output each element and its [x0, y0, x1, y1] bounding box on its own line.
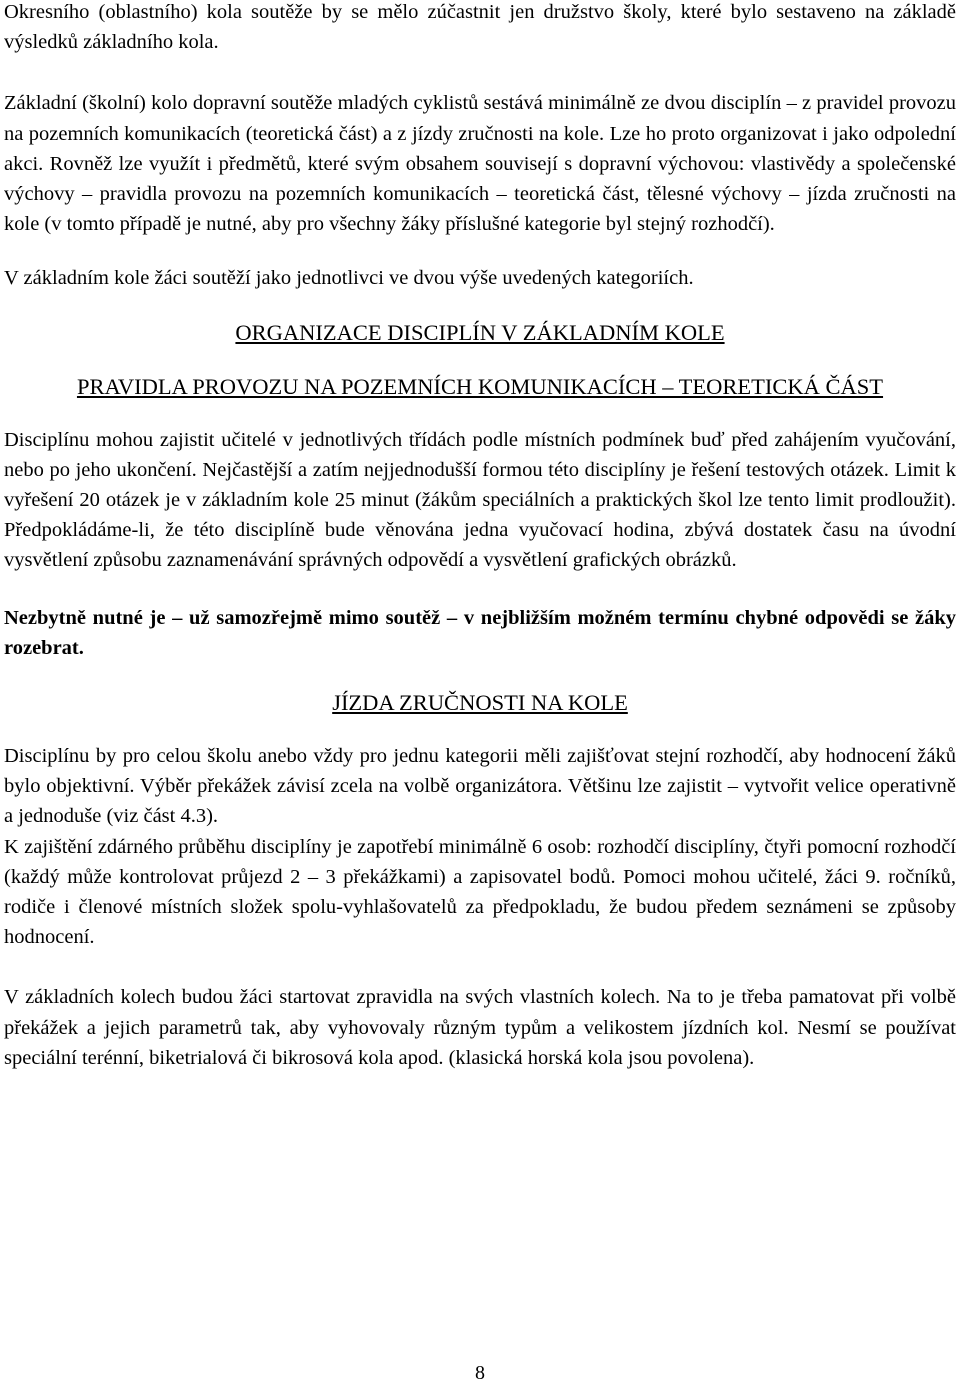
paragraph-teoreticka-cast: Disciplínu mohou zajistit učitelé v jednotlivých třídách podle místních podmínek buď před zahájením vyučování, nebo po jeho ukončení. Nejčastější a zatím nejjednodušší formou této disciplíny je řešení testových otázek. Limit k vyřešení 20 otázek je v základním kole 25 minut (žákům speciálních a praktických škol lze tento limit prodloužit). Předpokládáme-li, že této disciplíně bude věnována jedna vyučovací hodina, zbývá dostatek času na úvodní vysvětlení způsobu zaznamenávání správných odpovědí a vysvětlení grafických obrázků. — [4, 428, 956, 572]
paragraph-zakladni-kolo: Základní (školní) kolo dopravní soutěže mladých cyklistů sestává minimálně ze dvou disciplín – z pravidel provozu na pozemních komunikacích (teoretická část) a z jízdy zručnosti na kole. Lze ho proto organizovat i jako odpolední akci. Rovněž lze využít i předmětů, které svým obsahem souvisejí s dopravní výchovou: vlastivědy a společenské výchovy – pravidla provozu na pozemních komunikacích – teoretická část, tělesné výchovy – jízda zručnosti na kole (v tomto případě je nutné, aby pro všechny žáky příslušné kategorie byl stejný rozhodčí). — [4, 92, 956, 236]
paragraph-rozbor-odpovedi: Nezbytně nutné je – už samozřejmě mimo soutěž – v nejbližším možném termínu chybné odpovědi se žáky rozebrat. — [4, 606, 956, 659]
paragraph-jednotlivci: V základním kole žáci soutěží jako jednotlivci ve dvou výše uvedených kategoriích. — [4, 267, 694, 290]
document-page — [4, 0, 956, 1073]
heading-pravidla-provozu: PRAVIDLA PROVOZU NA POZEMNÍCH KOMUNIKACÍCH – TEORETICKÁ ČÁST — [76, 373, 884, 399]
page-number: 8 — [475, 1362, 485, 1384]
heading-jizda-zrucnosti: JÍZDA ZRUČNOSTI NA KOLE — [332, 690, 628, 716]
paragraph-vlastni-kola: V základních kolech budou žáci startovat zpravidla na svých vlastních kolech. Na to je třeba pamatovat při volbě překážek a jejich parametrů tak, aby vyhovovaly různým typům a velikostem jízdních kol. Nesmí se používat speciální terénní, biketrialová či bikrosová kola apod. (klasická horská kola jsou povolena). — [4, 986, 956, 1069]
paragraph-zajisteni-prubehu: K zajištění zdárného průběhu disciplíny je zapotřebí minimálně 6 osob: rozhodčí disciplíny, čtyři pomocní rozhodčí (každý může kontrolovat průjezd 2 – 3 překážkami) a zapisovatel bodů. Pomoci mohou učitelé, žáci 9. ročníků, rodiče i členové místních složek spolu-vyhlašovatelů za předpokladu, že budou předem seznámeni se způsoby hodnocení. — [4, 835, 956, 949]
heading-organizace-disciplin: ORGANIZACE DISCIPLÍN V ZÁKLADNÍM KOLE — [235, 319, 725, 345]
paragraph-rozhodci: Disciplínu by pro celou školu anebo vždy pro jednu kategorii měli zajišťovat stejní rozhodčí, aby hodnocení žáků bylo objektivní. Výběr překážek závisí zcela na volbě organizátora. Většinu lze zajistit – vytvořit velice operativně a jednoduše (viz část 4.3). — [4, 745, 956, 828]
paragraph-okresni-kolo: Okresního (oblastního) kola soutěže by se mělo zúčastnit jen družstvo školy, které bylo sestaveno na základě výsledků základního kola. — [4, 1, 956, 54]
